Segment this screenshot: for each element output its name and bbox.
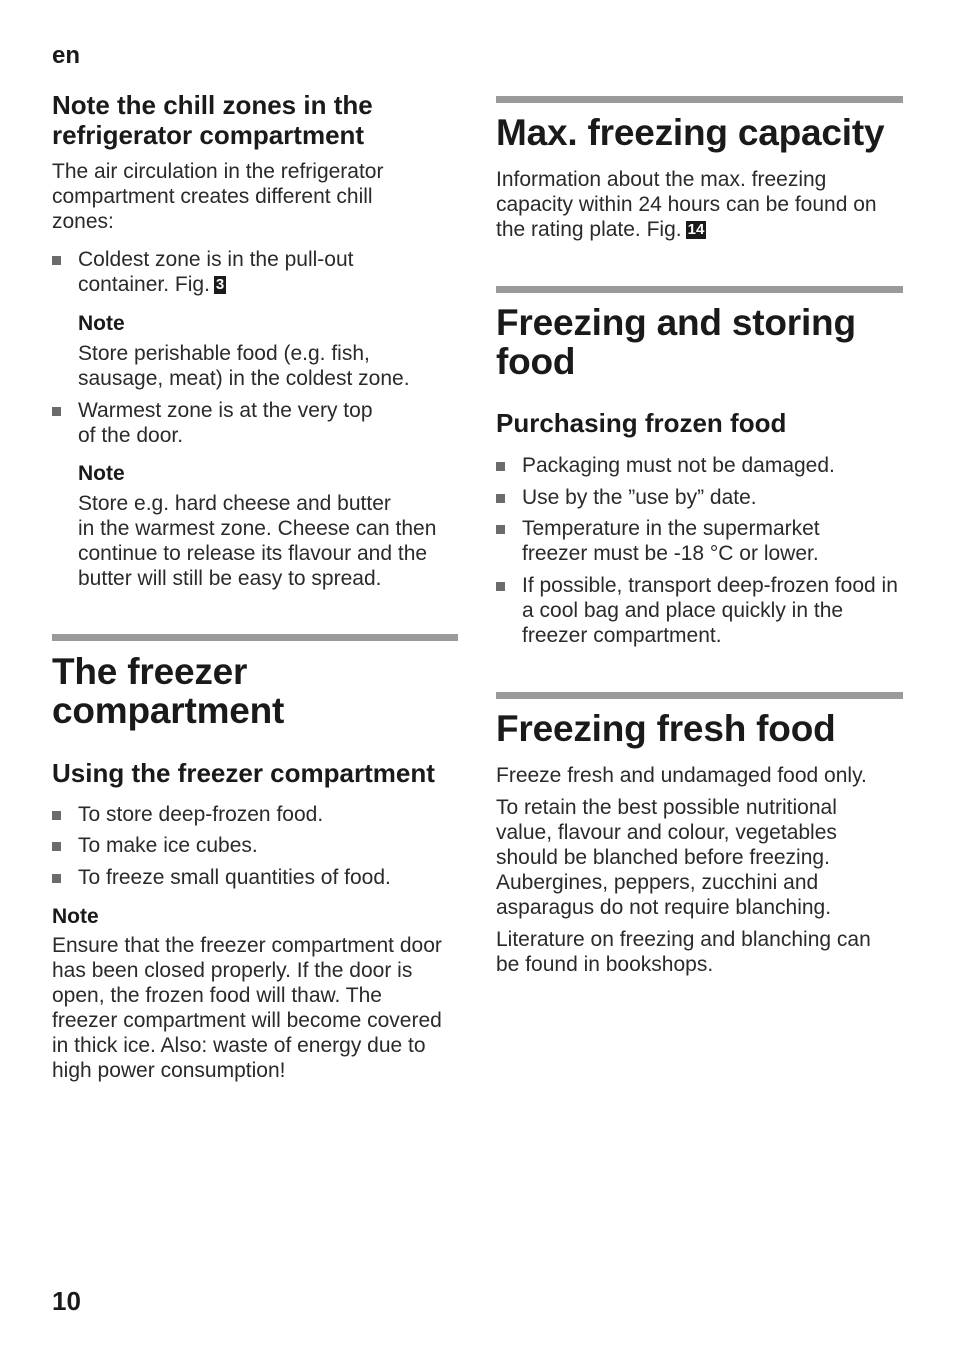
purchasing-frozen-subheading: Purchasing frozen food (496, 408, 787, 438)
bullet-square-icon (496, 582, 505, 591)
section-divider (496, 96, 903, 103)
bullet-text: To make ice cubes. (78, 834, 258, 857)
freezing-storing-heading-line1: Freezing and storing (496, 302, 856, 343)
chill-zones-heading (52, 90, 373, 150)
page-number: 10 (52, 1286, 81, 1316)
section-divider (52, 634, 458, 641)
section-divider (496, 286, 903, 293)
language-tag: en (52, 42, 81, 69)
max-freezing-text-body: Information about the max. freezing capacity within 24 hours can be found on the rating plate. Fig. (496, 168, 877, 241)
freezing-fresh-heading: Freezing fresh food (496, 708, 836, 749)
list-item (496, 453, 903, 478)
bullet-square-icon (52, 407, 61, 416)
bullet-square-icon (52, 811, 61, 820)
chill-zones-intro: The air circulation in the refrigerator compartment creates different chill zones: (52, 160, 384, 233)
freezer-heading-line2: compartment (52, 690, 285, 731)
note-text (78, 491, 463, 591)
note-text-line1: Store e.g. hard cheese and butter (78, 492, 391, 515)
fresh-food-paragraph-3: Literature on freezing and blanching can be found in bookshops. (496, 928, 871, 976)
note-label: Note (78, 312, 125, 335)
fresh-food-paragraph-2: To retain the best possible nutritional value, flavour and colour, vegetables should be blanched before freezing. Aubergines, peppers, zucchini and asparagus do not require blanching. (496, 796, 837, 919)
fresh-food-paragraph-1: Freeze fresh and undamaged food only. (496, 764, 867, 787)
note-label: Note (78, 462, 125, 485)
bullet-square-icon (52, 256, 61, 265)
figure-reference-badge: 3 (215, 276, 225, 293)
list-item (496, 516, 903, 566)
bullet-text-line2: of the door. (78, 424, 184, 447)
freezer-heading-line1: The freezer (52, 651, 248, 692)
freezing-storing-heading-line2: food (496, 341, 576, 382)
list-item (52, 833, 458, 858)
max-freezing-heading: Max. freezing capacity (496, 112, 885, 153)
list-item (496, 573, 903, 648)
freezing-storing-heading (496, 303, 856, 381)
bullet-text: Use by the ”use by” date. (522, 486, 757, 509)
chill-zones-heading-line1: Note the chill zones in the (52, 90, 373, 120)
bullet-square-icon (52, 842, 61, 851)
note-text: Ensure that the freezer compartment door has been closed properly. If the door is open, the frozen food will thaw. The freezer compartment will become covered in thick ice. Also: waste of energy due to high power consumption! (52, 934, 442, 1082)
list-item (52, 247, 458, 297)
bullet-square-icon (496, 462, 505, 471)
bullet-text: To freeze small quantities of food. (78, 866, 391, 889)
bullet-text: If possible, transport deep-frozen food in a cool bag and place quickly in the freezer compartment. (522, 574, 898, 647)
chill-zones-heading-line2: refrigerator compartment (52, 120, 365, 150)
bullet-text-line1: Warmest zone is at the very top (78, 399, 373, 422)
note-text-rest: in the warmest zone. Cheese can then continue to release its flavour and the butter will still be easy to spread. (78, 517, 437, 590)
max-freezing-text (496, 167, 886, 242)
note-label: Note (52, 905, 99, 928)
list-item (52, 802, 458, 827)
bullet-text: To store deep-frozen food. (78, 803, 324, 826)
bullet-square-icon (496, 494, 505, 503)
bullet-text: Coldest zone is in the pull-out container. Fig. (78, 248, 354, 296)
note-text: Store perishable food (e.g. fish, sausage, meat) in the coldest zone. (78, 342, 410, 390)
list-item (496, 485, 903, 510)
bullet-text: Temperature in the supermarket freezer must be -18 °C or lower. (522, 517, 820, 565)
list-item (52, 398, 458, 448)
freezer-compartment-heading (52, 652, 284, 730)
using-freezer-subheading: Using the freezer compartment (52, 758, 435, 788)
section-divider (496, 692, 903, 699)
bullet-text: Packaging must not be damaged. (522, 454, 835, 477)
bullet-square-icon (496, 525, 505, 534)
bullet-square-icon (52, 874, 61, 883)
list-item (52, 865, 458, 890)
figure-reference-badge: 14 (687, 221, 705, 238)
